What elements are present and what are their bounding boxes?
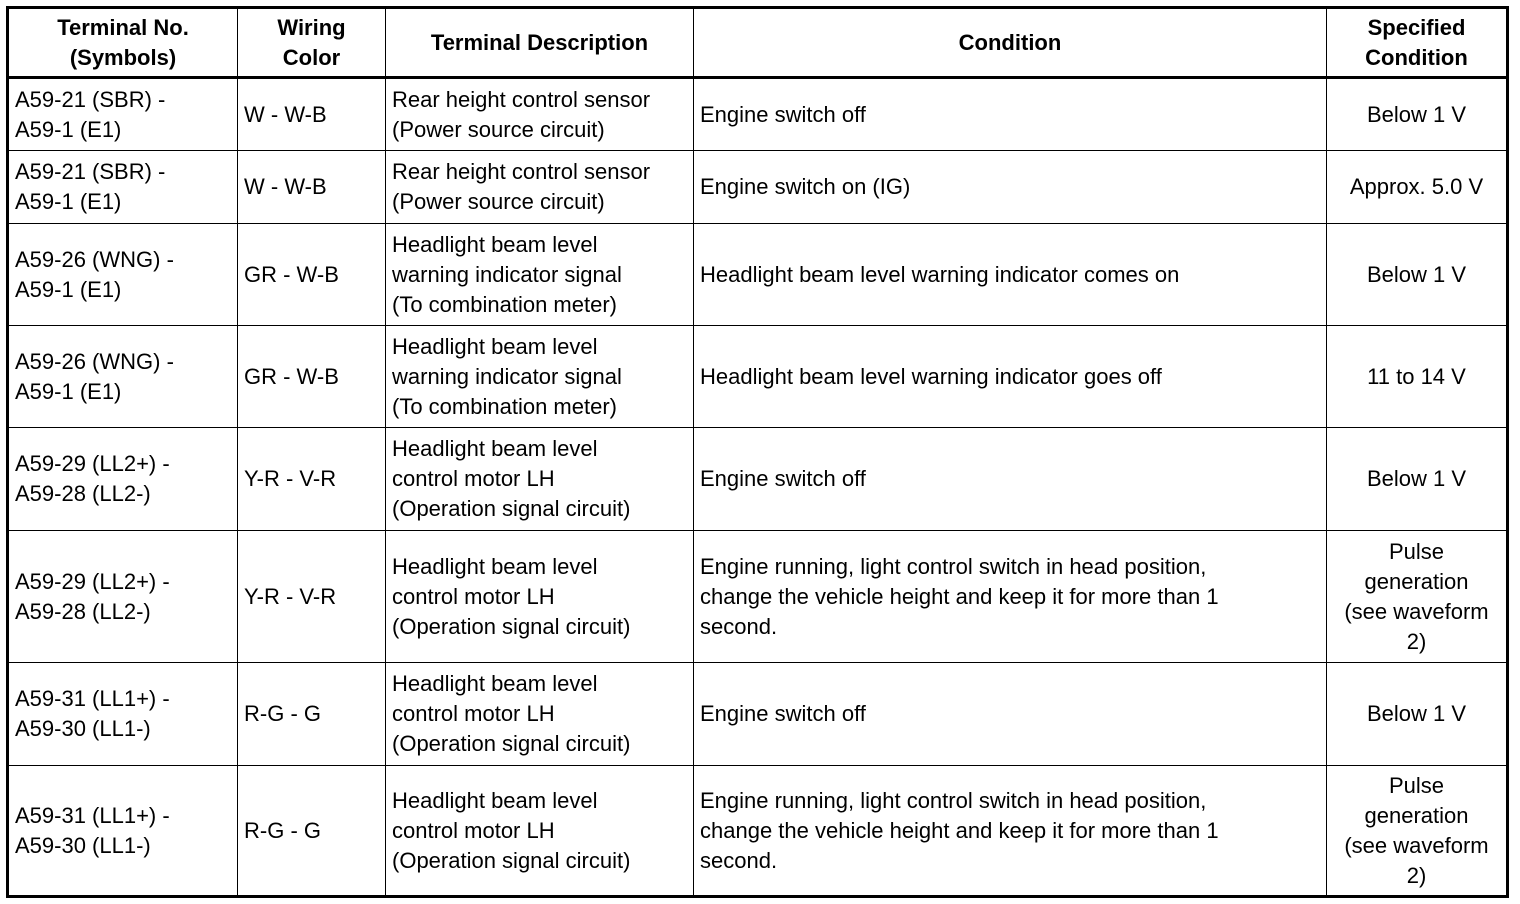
table-row [8,326,1508,428]
specified-cell: Pulse generation (see waveform 2) [1327,766,1508,897]
description-cell: Headlight beam level warning indicator signal (To combination meter) [386,224,694,326]
terminal-spec-table-container [6,6,1506,898]
description-cell: Headlight beam level control motor LH (Operation signal circuit) [386,766,694,897]
terminal-cell: A59-31 (LL1+) - A59-30 (LL1-) [8,663,238,766]
specified-cell: Below 1 V [1327,428,1508,531]
table-row [8,78,1508,151]
table-row [8,766,1508,897]
specified-cell: Pulse generation (see waveform 2) [1327,531,1508,663]
specified-cell: 11 to 14 V [1327,326,1508,428]
wiring-cell: GR - W-B [238,224,386,326]
terminal-cell: A59-26 (WNG) - A59-1 (E1) [8,224,238,326]
condition-cell: Headlight beam level warning indicator comes on [694,224,1327,326]
wiring-cell: Y-R - V-R [238,428,386,531]
condition-cell: Engine running, light control switch in head position, change the vehicle height and keep it for more than 1 second. [694,531,1327,663]
description-cell: Headlight beam level control motor LH (Operation signal circuit) [386,663,694,766]
description-cell: Headlight beam level control motor LH (Operation signal circuit) [386,531,694,663]
terminal-cell: A59-29 (LL2+) - A59-28 (LL2-) [8,428,238,531]
condition-cell: Engine switch on (IG) [694,151,1327,224]
terminal-cell: A59-21 (SBR) - A59-1 (E1) [8,78,238,151]
condition-cell: Headlight beam level warning indicator goes off [694,326,1327,428]
wiring-cell: Y-R - V-R [238,531,386,663]
header-specified-condition: Specified Condition [1327,8,1508,78]
description-cell: Rear height control sensor (Power source circuit) [386,78,694,151]
table-row [8,428,1508,531]
header-terminal-description: Terminal Description [386,8,694,78]
wiring-cell: W - W-B [238,78,386,151]
terminal-spec-table [6,6,1509,898]
description-cell: Headlight beam level warning indicator signal (To combination meter) [386,326,694,428]
header-wiring-color: Wiring Color [238,8,386,78]
table-row [8,151,1508,224]
header-condition: Condition [694,8,1327,78]
table-row [8,531,1508,663]
terminal-cell: A59-29 (LL2+) - A59-28 (LL2-) [8,531,238,663]
specified-cell: Below 1 V [1327,224,1508,326]
terminal-cell: A59-26 (WNG) - A59-1 (E1) [8,326,238,428]
terminal-cell: A59-21 (SBR) - A59-1 (E1) [8,151,238,224]
condition-cell: Engine switch off [694,663,1327,766]
table-row [8,224,1508,326]
wiring-cell: R-G - G [238,766,386,897]
condition-cell: Engine switch off [694,78,1327,151]
wiring-cell: W - W-B [238,151,386,224]
table-row [8,663,1508,766]
header-terminal-no: Terminal No. (Symbols) [8,8,238,78]
description-cell: Rear height control sensor (Power source circuit) [386,151,694,224]
specified-cell: Below 1 V [1327,663,1508,766]
wiring-cell: R-G - G [238,663,386,766]
condition-cell: Engine switch off [694,428,1327,531]
condition-cell: Engine running, light control switch in head position, change the vehicle height and keep it for more than 1 second. [694,766,1327,897]
terminal-cell: A59-31 (LL1+) - A59-30 (LL1-) [8,766,238,897]
header-row [8,8,1508,78]
description-cell: Headlight beam level control motor LH (Operation signal circuit) [386,428,694,531]
specified-cell: Approx. 5.0 V [1327,151,1508,224]
specified-cell: Below 1 V [1327,78,1508,151]
wiring-cell: GR - W-B [238,326,386,428]
